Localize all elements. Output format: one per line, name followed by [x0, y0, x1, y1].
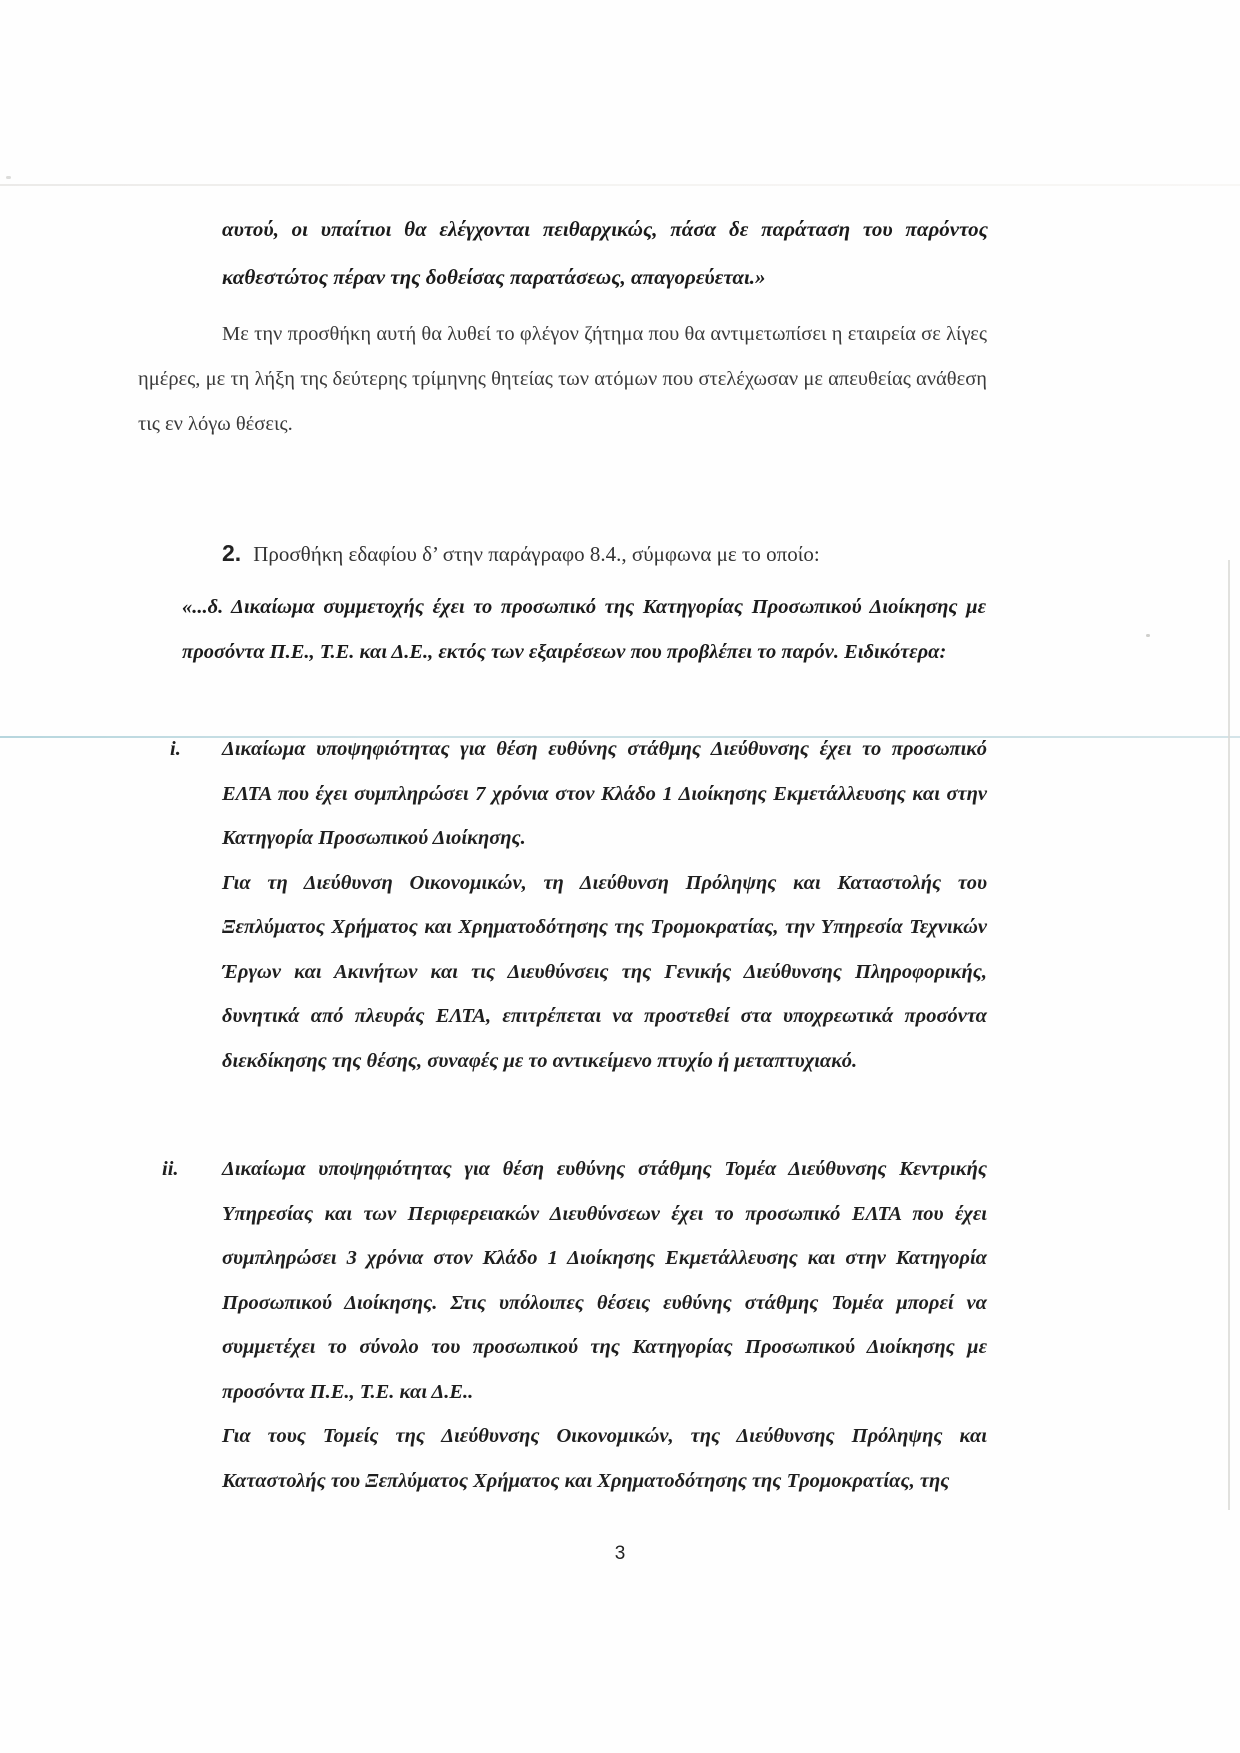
list-item-ii — [138, 1147, 987, 1503]
page-number: 3 — [614, 1543, 626, 1564]
list-marker-i: i. — [170, 738, 181, 760]
list-marker-ii: ii. — [162, 1158, 179, 1180]
commentary-paragraph: Με την προσθήκη αυτή θα λυθεί το φλέγον ζήτημα που θα αντιμετωπίσει η εταιρεία σε λίγες ημέρες, με τη λήξη της δεύτερης τρίμηνης θητείας των ατόμων που στελέχωσαν με απευθείας ανάθεση τις εν λόγω θέσεις. — [138, 323, 987, 435]
section-2-heading — [222, 540, 992, 567]
scan-line-artifact-top — [0, 184, 1240, 186]
scan-speck — [1146, 634, 1150, 637]
list-item-i-paragraph-1: Δικαίωμα υποψηφιότητας για θέση ευθύνης στάθμης Διεύθυνσης έχει το προσωπικό ΕΛΤΑ που έχει συμπληρώσει 7 χρόνια στον Κλάδο 1 Διοίκησης Εκμετάλλευσης και στην Κατηγορία Προσωπικού Διοίκησης. — [222, 738, 987, 849]
scan-speck — [6, 176, 11, 179]
scan-line-artifact-right — [1228, 560, 1230, 1510]
list-item-ii-paragraph-1: Δικαίωμα υποψηφιότητας για θέση ευθύνης στάθμης Τομέα Διεύθυνσης Κεντρικής Υπηρεσίας και των Περιφερειακών Διευθύνσεων έχει το προσωπικό ΕΛΤΑ που έχει συμπληρώσει 3 χρόνια στον Κλάδο 1 Διοίκησης Εκμετάλλευσης και στην Κατηγορία Προσωπικού Διοίκησης. Στις υπόλοιπες θέσεις ευθύνης στάθμης Τομέα μπορεί να συμμετέχει το σύνολο του προσωπικού της Κατηγορίας Προσωπικού Διοίκησης με προσόντα Π.Ε., Τ.Ε. και Δ.Ε.. — [222, 1158, 987, 1403]
list-item-i-paragraph-2: Για τη Διεύθυνση Οικονομικών, τη Διεύθυνση Πρόληψης και Καταστολής του Ξεπλύματος Χρήματος και Χρηματοδότησης της Τρομοκρατίας, την Υπηρεσία Τεχνικών Έργων και Ακινήτων και τις Διευθύνσεις της Γενικής Διεύθυνσης Πληροφορικής, δυνητικά από πλευράς ΕΛΤΑ, επιτρέπεται να προστεθεί στα υποχρεωτικά προσόντα διεκδίκησης της θέσης, συναφές με το αντικείμενο πτυχίο ή μεταπτυχιακό. — [222, 871, 987, 1072]
clause-d-paragraph: «...δ. Δικαίωμα συμμετοχής έχει το προσωπικό της Κατηγορίας Προσωπικού Διοίκησης με προσόντα Π.Ε., Τ.Ε. και Δ.Ε., εκτός των εξαιρέσεων που προβλέπει το παρόν. Ειδικότερα: — [182, 596, 986, 663]
list-item-i — [138, 727, 987, 1083]
list-item-i-body — [222, 727, 987, 1083]
list-item-ii-body — [222, 1147, 987, 1503]
list-item-ii-paragraph-2: Για τους Τομείς της Διεύθυνσης Οικονομικών, της Διεύθυνσης Πρόληψης και Καταστολής του Ξεπλύματος Χρήματος και Χρηματοδότησης της Τρομοκρατίας, της — [222, 1425, 987, 1492]
quote-continuation-paragraph: αυτού, οι υπαίτιοι θα ελέγχονται πειθαρχικώς, πάσα δε παράταση του παρόντος καθεστώτος πέραν της δοθείσας παρατάσεως, απαγορεύεται.» — [222, 217, 988, 289]
section-number: 2. — [222, 540, 242, 566]
section-title: Προσθήκη εδαφίου δ’ στην παράγραφο 8.4., σύμφωνα με το οποίο: — [253, 542, 820, 566]
